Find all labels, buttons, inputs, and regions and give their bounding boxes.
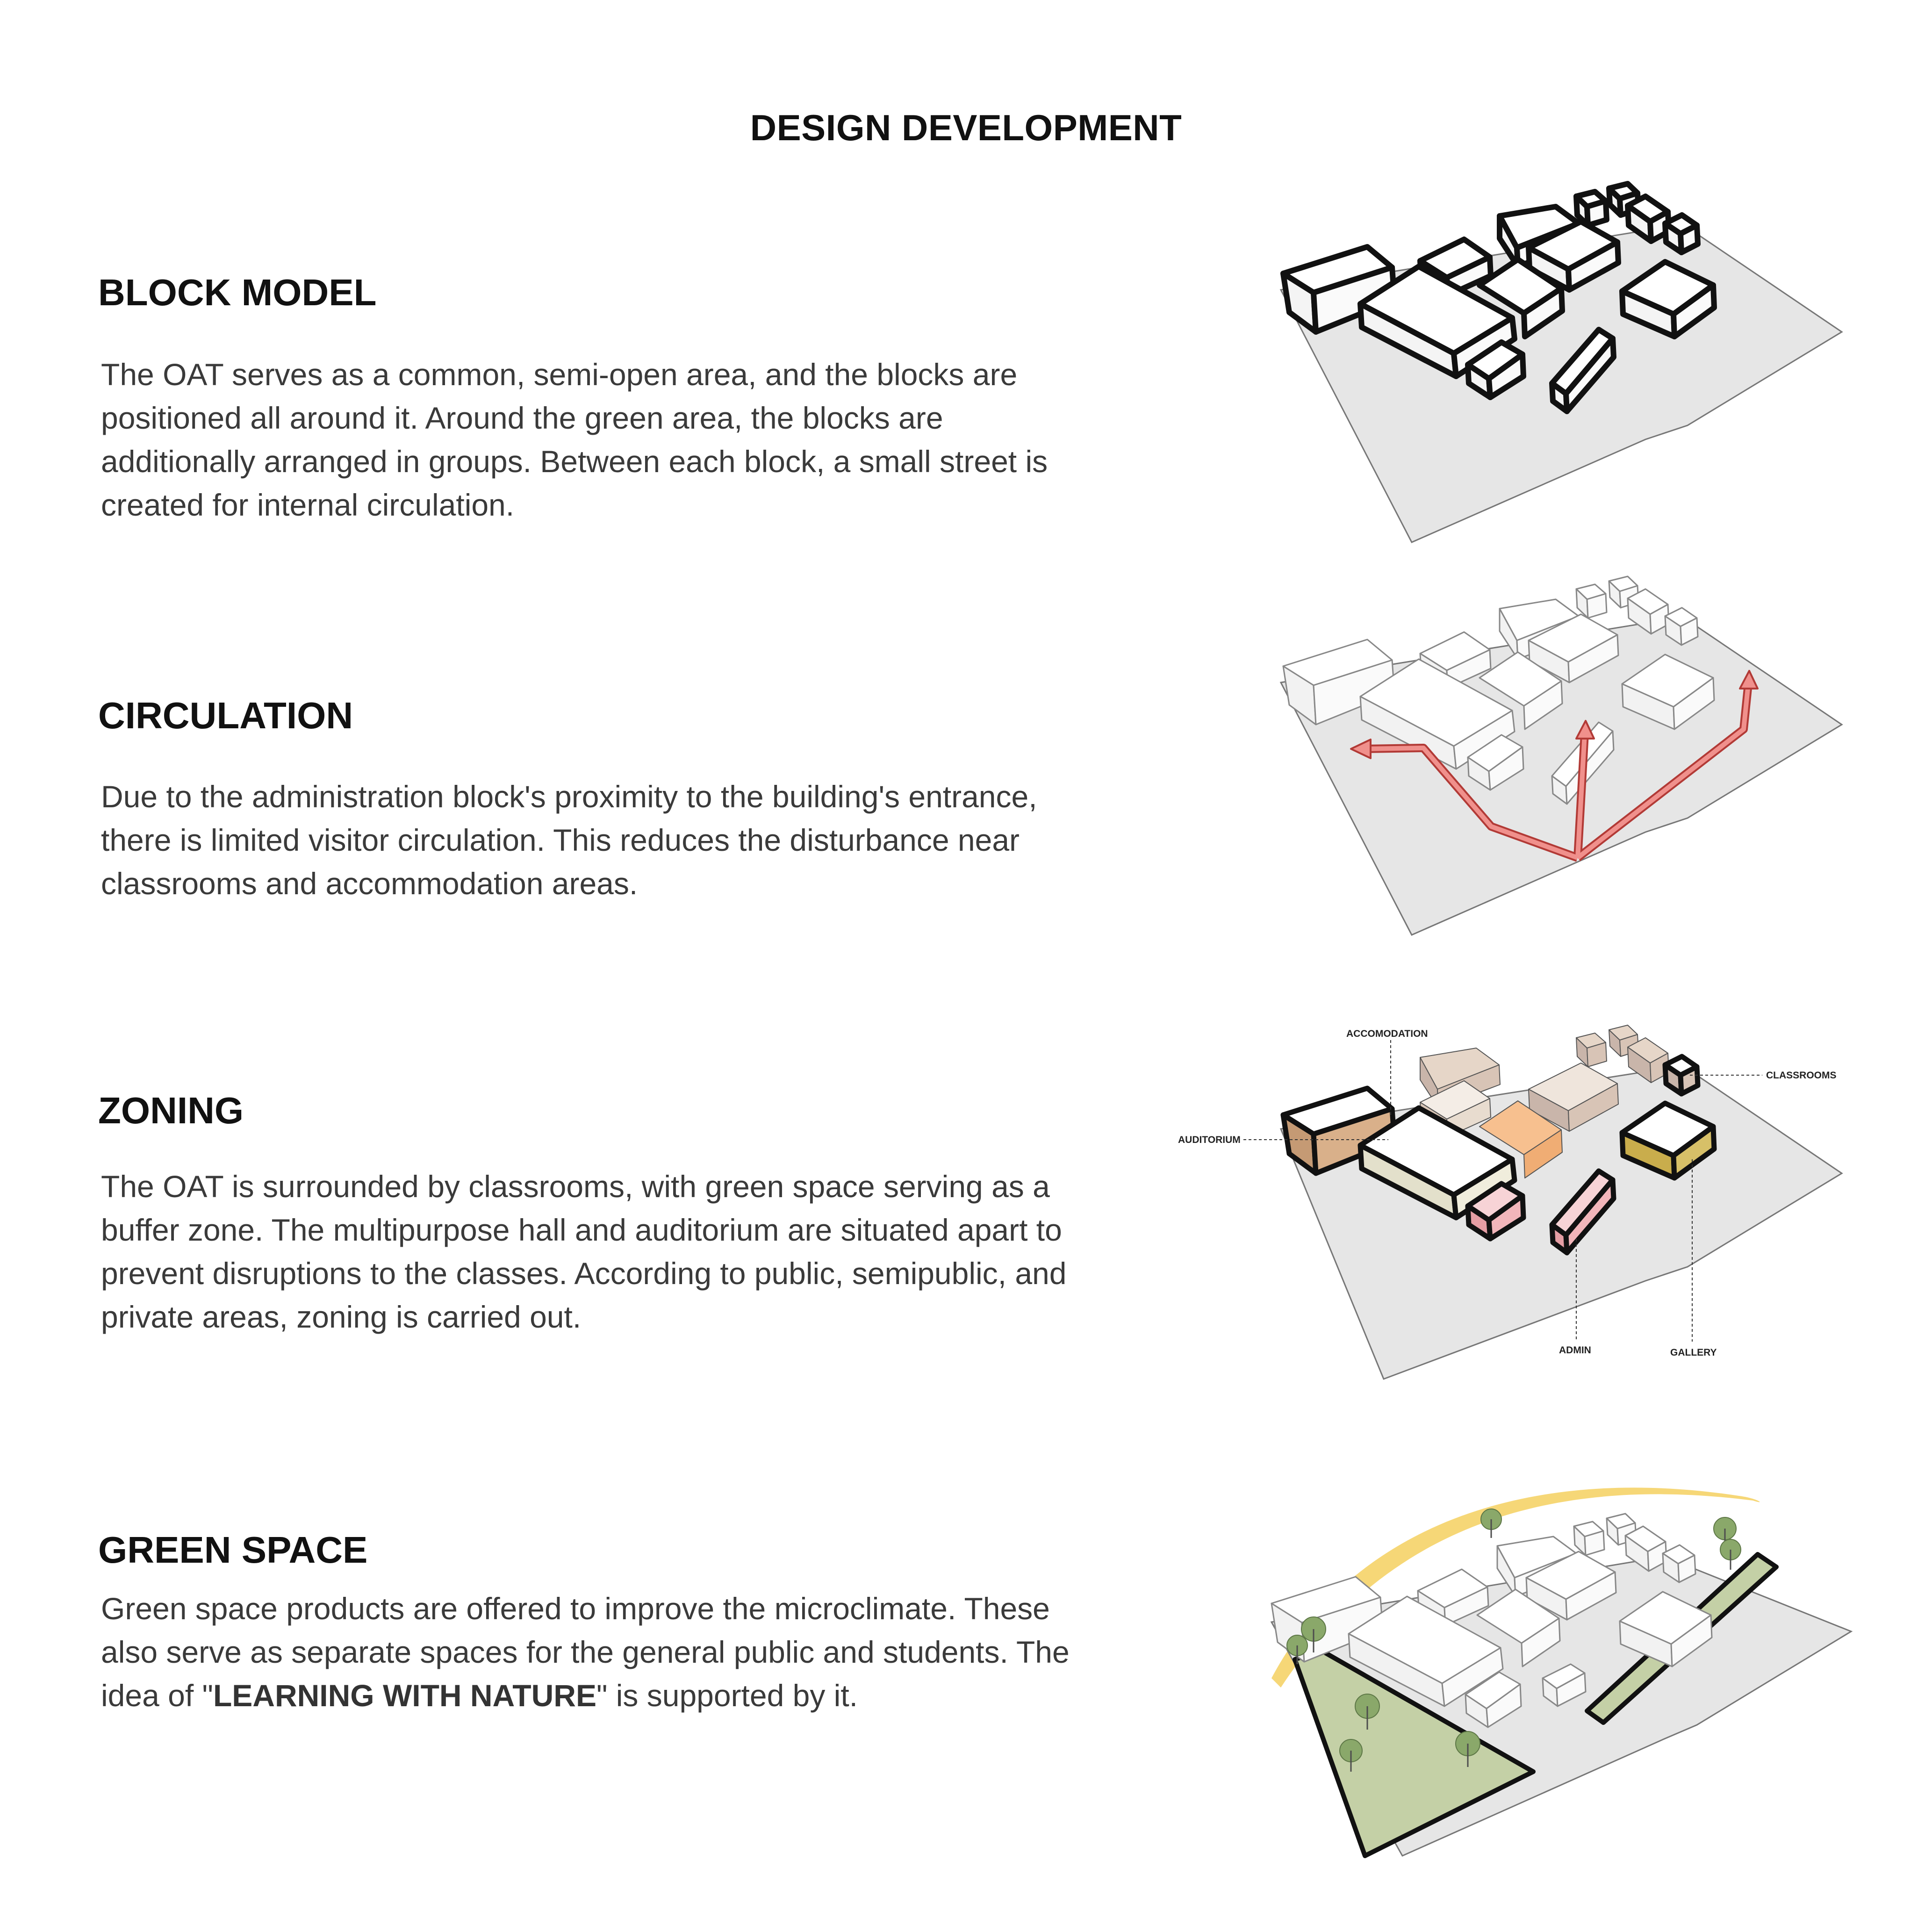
block-model-diagram <box>1262 178 1851 552</box>
zoning-heading: ZONING <box>98 1090 244 1131</box>
block-north-small-1 <box>1576 584 1607 618</box>
circulation-diagram <box>1262 570 1851 944</box>
green-space-heading: GREEN SPACE <box>98 1529 368 1571</box>
block-east-small-2 <box>1665 215 1698 252</box>
tree-icon <box>1481 1509 1501 1538</box>
circulation-heading: CIRCULATION <box>98 695 353 736</box>
label-classrooms: CLASSROOMS <box>1766 1070 1837 1081</box>
label-auditorium: AUDITORIUM <box>1178 1135 1241 1145</box>
circulation-text: Due to the administration block's proximity to the building's entrance, there is limited visitor circulation. This reduces the disturbance near classrooms and accommodation areas. <box>101 779 1037 901</box>
label-accomodation: ACCOMODATION <box>1346 1028 1428 1039</box>
green-space-text-start: Green space products are offered to improve the microclimate. These also serve as separate spaces for the general public and students. The idea of " <box>101 1591 1070 1713</box>
block-model-text: The OAT serves as a common, semi-open area, and the blocks are positioned all around it. Around the green area, the blocks are additionally arranged in groups. Between each block, a small street is created for internal circulation. <box>101 357 1048 522</box>
tree-icon <box>1720 1539 1741 1570</box>
zone-classrooms-small-1 <box>1576 1033 1607 1067</box>
label-admin: ADMIN <box>1559 1345 1591 1356</box>
learning-with-nature-emphasis: LEARNING WITH NATURE <box>213 1678 596 1713</box>
block-model-heading: BLOCK MODEL <box>98 272 377 313</box>
zoning-diagram <box>1178 1019 1851 1384</box>
green-space-text-end: " is supported by it. <box>596 1678 858 1713</box>
green-space-diagram <box>1243 1444 1870 1865</box>
label-gallery: GALLERY <box>1670 1347 1717 1358</box>
page-title: DESIGN DEVELOPMENT <box>750 107 1182 148</box>
zone-classrooms-highlight <box>1665 1056 1698 1094</box>
zoning-text: The OAT is surrounded by classrooms, with green space serving as a buffer zone. The multipurpose hall and auditorium are situated apart to prevent disruptions to the classes. According to public, semipublic, and private areas, zoning is carried out. <box>101 1169 1067 1334</box>
block-north-small-1 <box>1574 1522 1604 1555</box>
green-space-text <box>101 1587 1073 1717</box>
